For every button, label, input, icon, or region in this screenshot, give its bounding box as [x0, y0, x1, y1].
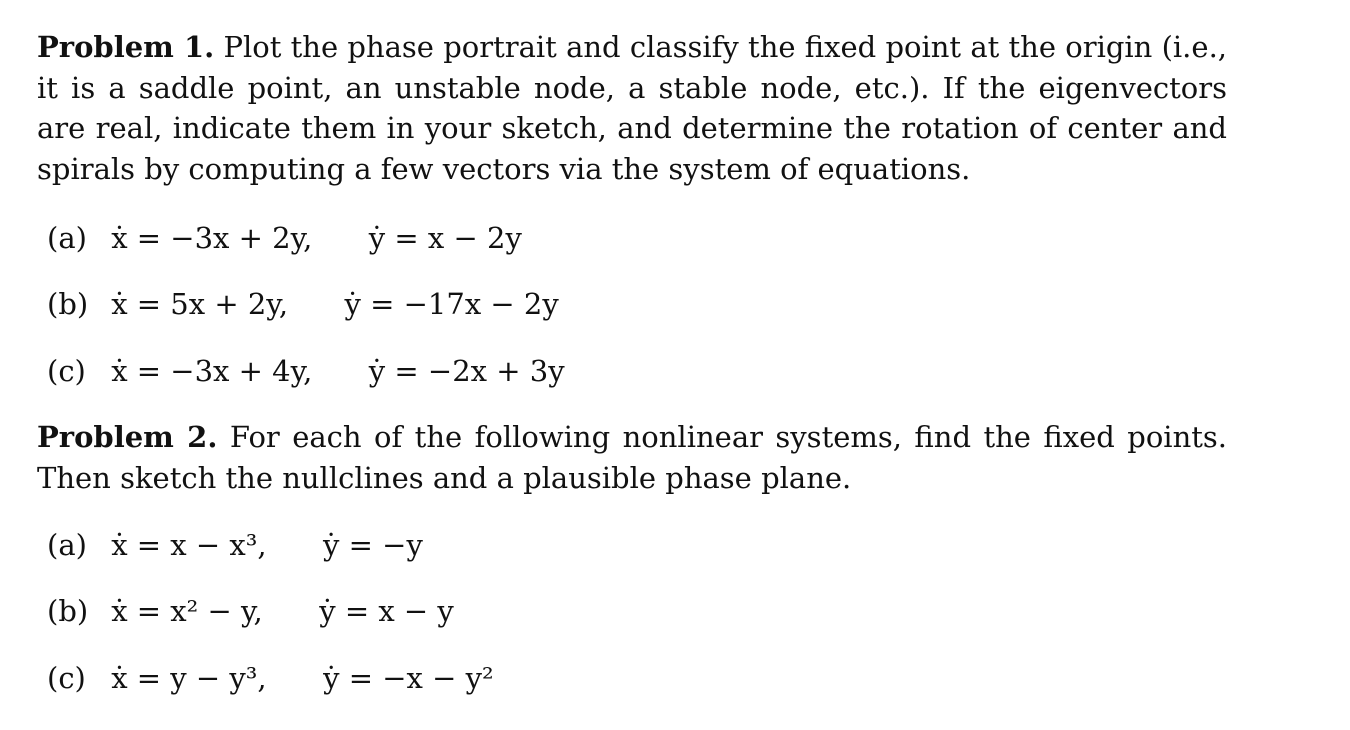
- problem-2-part-c: [47, 660, 494, 696]
- part-label: (b): [47, 594, 89, 628]
- ydot-equation: ẏ = x − y: [319, 594, 454, 628]
- part-label: (b): [47, 287, 89, 321]
- ydot-equation: ẏ = −x − y²: [323, 661, 494, 695]
- xdot-equation: ẋ = −3x + 2y,: [111, 221, 313, 255]
- problem-1-part-c: [47, 353, 565, 389]
- problem-2-statement: [37, 417, 1227, 498]
- part-label: (c): [47, 354, 86, 388]
- problem-2-part-b: [47, 593, 454, 629]
- xdot-equation: ẋ = −3x + 4y,: [111, 354, 313, 388]
- part-label: (a): [47, 528, 87, 562]
- xdot-equation: ẋ = 5x + 2y,: [111, 287, 289, 321]
- part-label: (a): [47, 221, 87, 255]
- part-label: (c): [47, 661, 86, 695]
- ydot-equation: ẏ = −17x − 2y: [344, 287, 559, 321]
- xdot-equation: ẋ = x − x³,: [111, 528, 267, 562]
- problem-2-label: Problem 2.: [37, 420, 218, 454]
- problem-2-text: For each of the following nonlinear systems, find the fixed points. Then sketch the nullclines and a plausible phase plane.: [37, 420, 1228, 495]
- ydot-equation: ẏ = −y: [323, 528, 423, 562]
- ydot-equation: ẏ = −2x + 3y: [368, 354, 565, 388]
- problem-1-statement: [37, 27, 1227, 189]
- ydot-equation: ẏ = x − 2y: [368, 221, 522, 255]
- problem-1-text: Plot the phase portrait and classify the fixed point at the origin (i.e., it is a saddle point, an unstable node, a stable node, etc.). If the eigenvectors are real, indicate them in your sketch, and determine the rotation of center and spirals by computing a few vectors via the system of equations.: [37, 30, 1228, 186]
- problem-1-part-a: [47, 220, 522, 256]
- problem-1-label: Problem 1.: [37, 30, 215, 64]
- xdot-equation: ẋ = y − y³,: [111, 661, 267, 695]
- problem-2-part-a: [47, 527, 423, 563]
- problem-1-part-b: [47, 286, 559, 322]
- xdot-equation: ẋ = x² − y,: [111, 594, 263, 628]
